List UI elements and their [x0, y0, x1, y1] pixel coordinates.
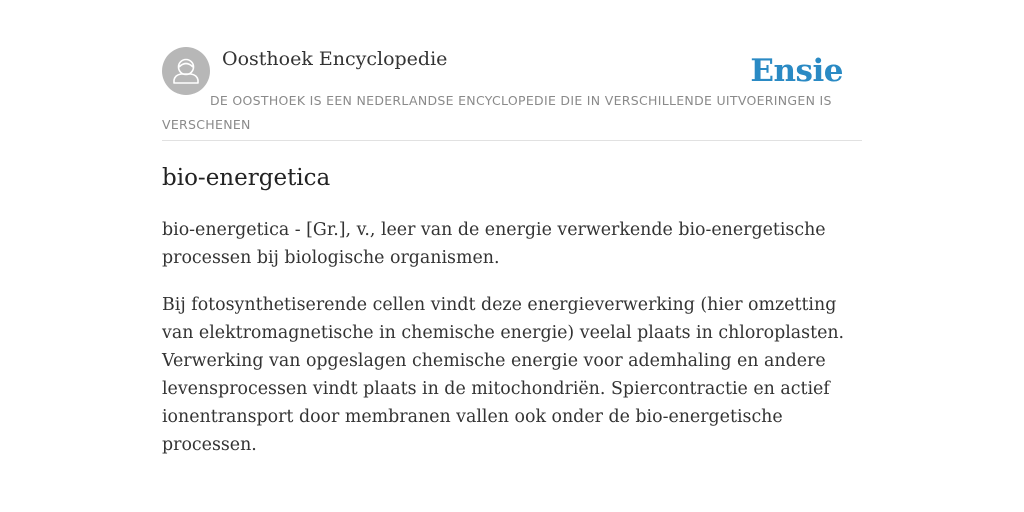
article-title: bio-energetica [162, 165, 331, 191]
source-name-link[interactable]: Oosthoek Encyclopedie [222, 48, 448, 70]
brand-logo-link[interactable]: Ensie [750, 53, 843, 89]
article-paragraph: bio-energetica - [Gr.], v., leer van de energie verwerkende bio-energetische processen bij biologische organismen. [162, 220, 826, 268]
source-description: DE OOSTHOEK IS EEN NEDERLANDSE ENCYCLOPEDIE DIE IN VERSCHILLENDE UITVOERINGEN IS VERSCHENEN [162, 93, 832, 132]
source-avatar[interactable] [162, 47, 210, 95]
source-header [162, 47, 862, 141]
article-paragraph: Bij fotosynthetiserende cellen vindt deze energieverwerking (hier omzetting van elektromagnetische in chemische energie) veelal plaats in chloroplasten. Verwerking van opgeslagen chemische energie voor ademhaling en andere levensprocessen vindt plaats in de mitochondriën. Spiercontractie en actief ionentransport door membranen vallen ook onder de bio-energetische processen. [162, 295, 845, 455]
user-icon [162, 47, 210, 95]
article [162, 162, 862, 459]
